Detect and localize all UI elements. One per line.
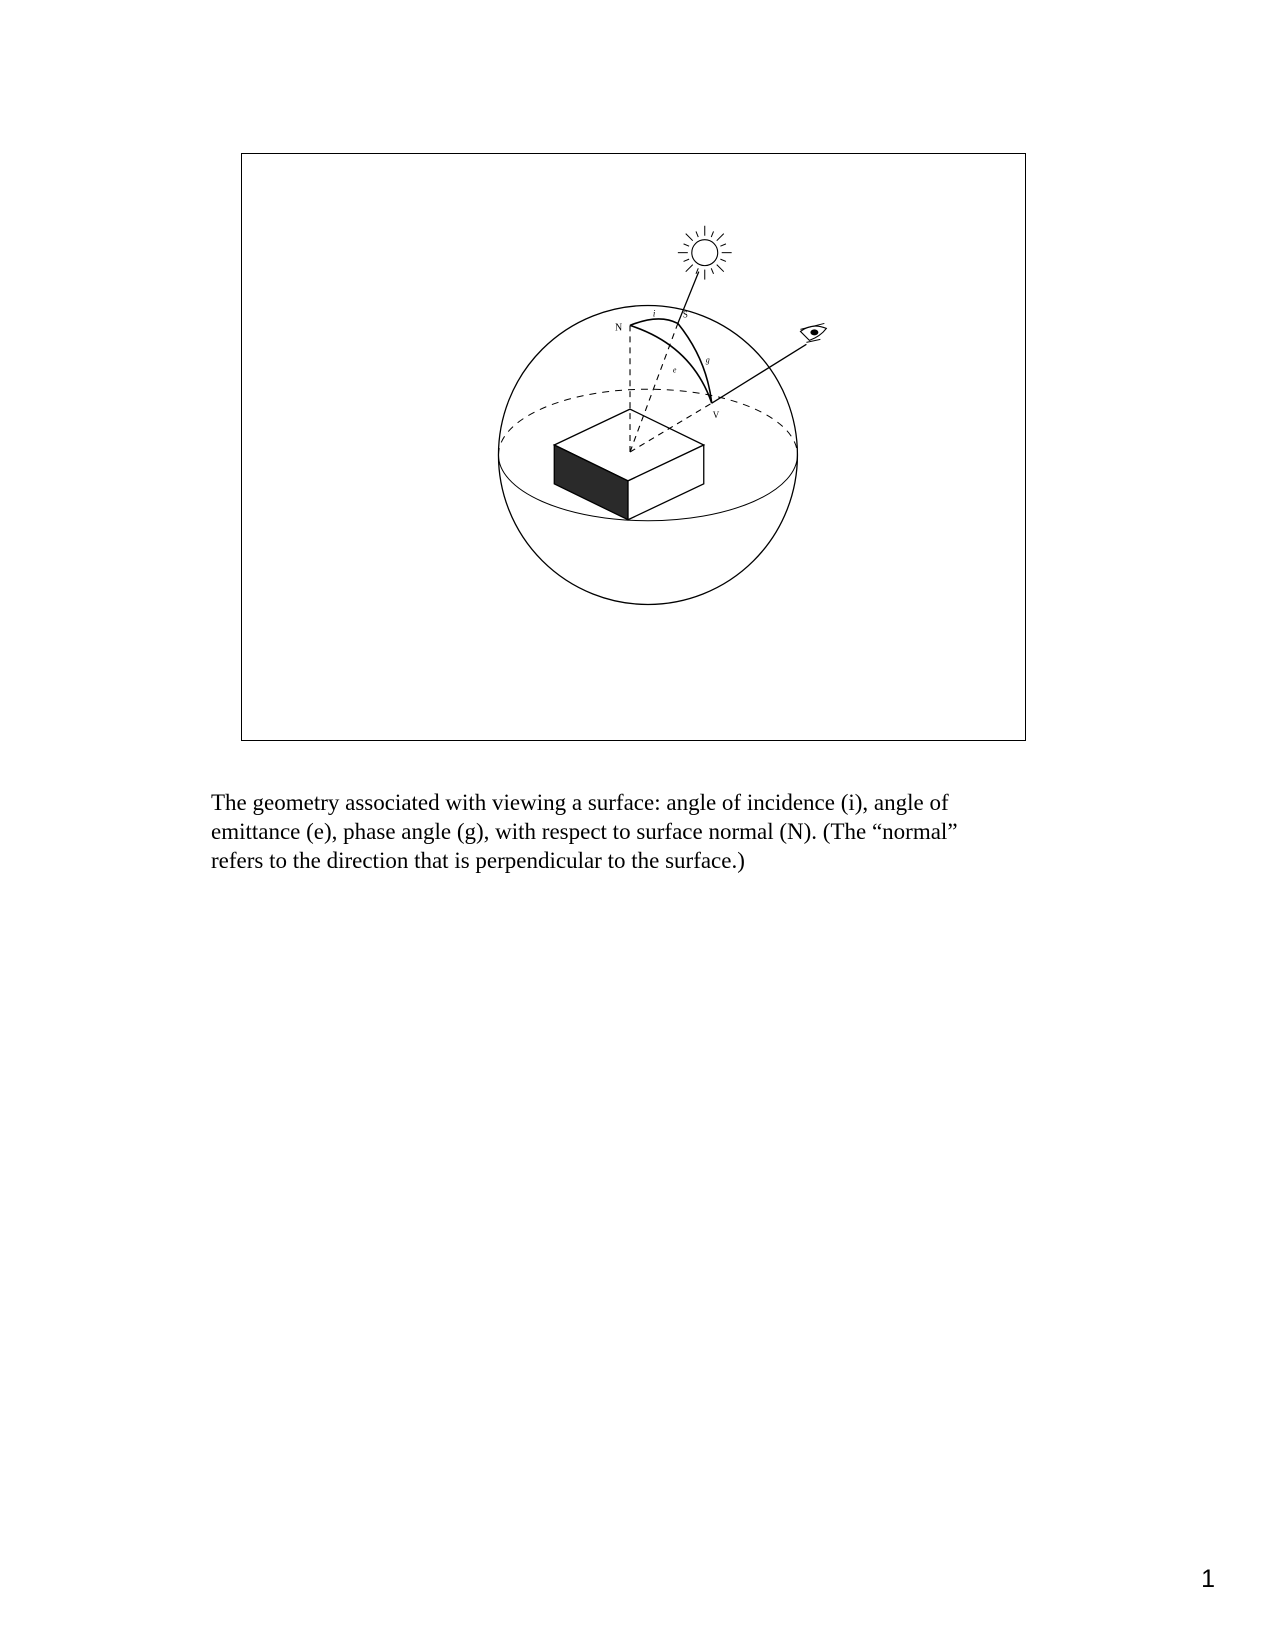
- arc-e: [630, 325, 712, 403]
- sun-ray-line: [696, 231, 698, 237]
- sun-ray-line: [711, 268, 713, 274]
- sun-ray: [678, 272, 699, 324]
- label-emittance: e: [672, 365, 677, 375]
- figure-caption: [211, 788, 1051, 875]
- label-incidence: i: [652, 308, 656, 319]
- sun-ray-line: [684, 259, 690, 261]
- sun-ray-line: [711, 231, 713, 237]
- arc-i: [630, 319, 678, 326]
- sun-ray-line: [717, 265, 724, 272]
- sun-ray-line: [720, 259, 726, 261]
- caption-line: The geometry associated with viewing a surface: angle of incidence (i), angle of: [211, 790, 949, 815]
- eye-icon: [800, 323, 826, 342]
- figure-frame: [241, 153, 1026, 741]
- surface-block-icon: [554, 409, 703, 520]
- sun-ray-line: [684, 244, 690, 246]
- sun-ray-line: [686, 265, 693, 272]
- view-ray: [712, 344, 807, 403]
- sun-ray-line: [686, 234, 693, 241]
- label-sun-point: S: [682, 309, 688, 320]
- caption-line: emittance (e), phase angle (g), with respect to surface normal (N). (The “normal”: [211, 819, 958, 844]
- caption-line: refers to the direction that is perpendicular to the surface.): [211, 848, 745, 873]
- sun-icon: [678, 226, 732, 280]
- label-view-point: V: [712, 410, 720, 421]
- viewing-geometry-diagram: [242, 154, 1025, 740]
- label-normal: N: [615, 322, 623, 334]
- page-number: 1: [1201, 1565, 1215, 1593]
- label-phase: g: [705, 355, 710, 365]
- sun-ray-line: [720, 244, 726, 246]
- sun-ray-line: [717, 234, 724, 241]
